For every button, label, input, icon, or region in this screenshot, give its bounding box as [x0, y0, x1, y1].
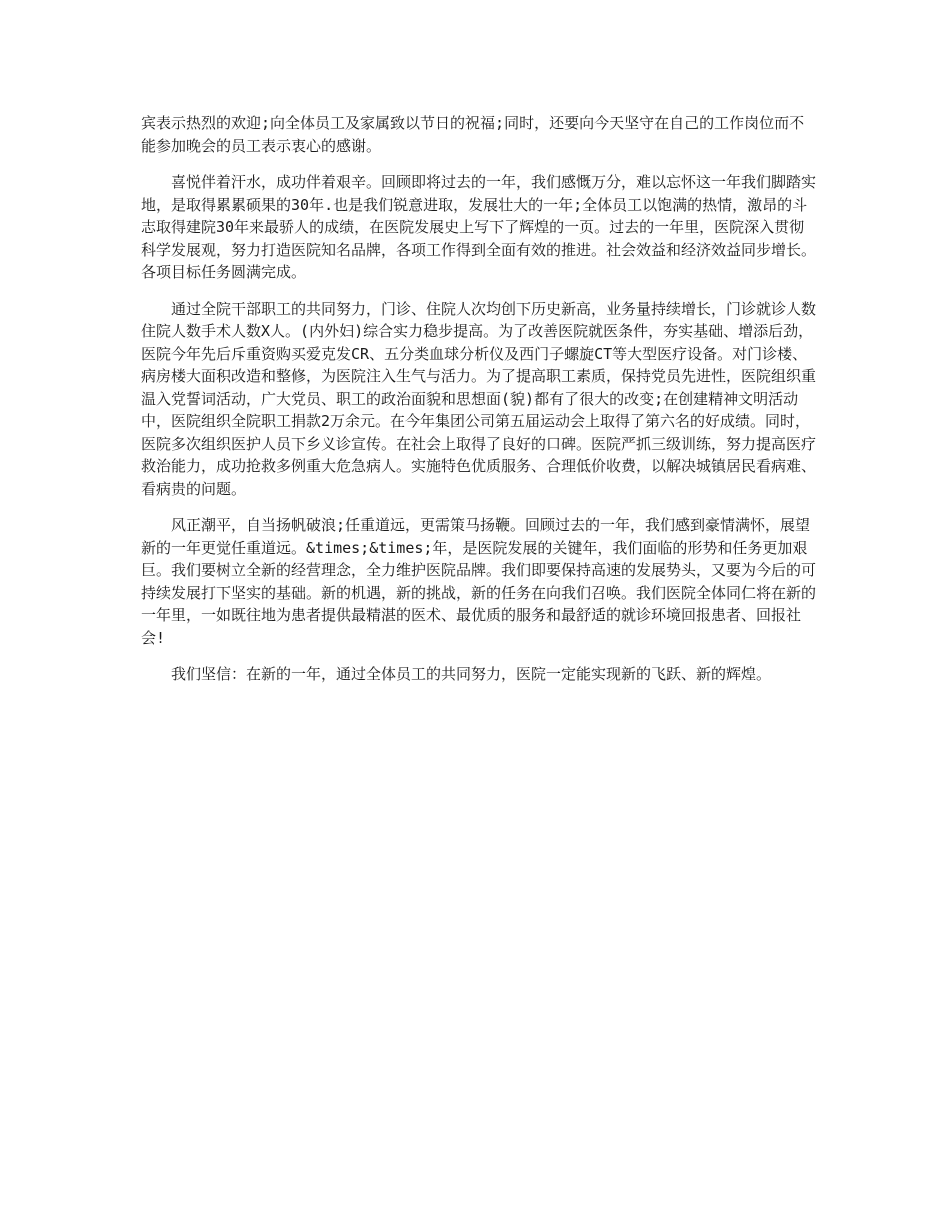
- paragraph-5: 我们坚信：在新的一年，通过全体员工的共同努力，医院一定能实现新的飞跃、新的辉煌。: [171, 665, 772, 683]
- paragraph-4: 风正潮平，自当扬帆破浪;任重道远，更需策马扬鞭。回顾过去的一年，我们感到豪情满怀，展望新的一年更觉任重道远。&times;&times;年，是医院发展的关键年，我们面临的形势和任务更加艰巨。我们要树立全新的经营理念，全力维护医院品牌。我们即要保持高速的发展势头，又要为今后的可持续发展打下坚实的基础。新的机遇，新的挑战，新的任务在向我们召唤。我们医院全体同仁将在新的一年里，一如既往地为患者提供最精湛的医术、最优质的服务和最舒适的就诊环境回报患者、回报社会!: [141, 516, 817, 647]
- paragraph-2: 喜悦伴着汗水，成功伴着艰辛。回顾即将过去的一年，我们感慨万分，难以忘怀这一年我们脚踏实地，是取得累累硕果的30年.也是我们锐意进取，发展壮大的一年;全体员工以饱满的热情，激昂的斗志取得建院30年来最骄人的成绩，在医院发展史上写下了辉煌的一页。过去的一年里，医院深入贯彻科学发展观，努力打造医院知名品牌，各项工作得到全面有效的推进。社会效益和经济效益同步增长。各项目标任务圆满完成。: [141, 173, 817, 281]
- paragraph-1: 宾表示热烈的欢迎;向全体员工及家属致以节日的祝福;同时，还要向今天坚守在自己的工作岗位而不能参加晚会的员工表示衷心的感谢。: [141, 114, 805, 155]
- document-body: [141, 112, 816, 700]
- paragraph-3: 通过全院干部职工的共同努力，门诊、住院人次均创下历史新高，业务量持续增长，门诊就诊人数住院人数手术人数X人。(内外妇)综合实力稳步提高。为了改善医院就医条件，夯实基础、增添后劲，医院今年先后斥重资购买爱克发CR、五分类血球分析仪及西门子螺旋CT等大型医疗设备。对门诊楼、病房楼大面积改造和整修，为医院注入生气与活力。为了提高职工素质，保持党员先进性，医院组织重温入党誓词活动，广大党员、职工的政治面貌和思想面(貌)都有了很大的改变;在创建精神文明活动中，医院组织全院职工捐款2万余元。在今年集团公司第五届运动会上取得了第六名的好成绩。同时，医院多次组织医护人员下乡义诊宣传。在社会上取得了良好的口碑。医院严抓三级训练，努力提高医疗救治能力，成功抢救多例重大危急病人。实施特色优质服务、合理低价收费，以解决城镇居民看病难、看病贵的问题。: [141, 299, 817, 498]
